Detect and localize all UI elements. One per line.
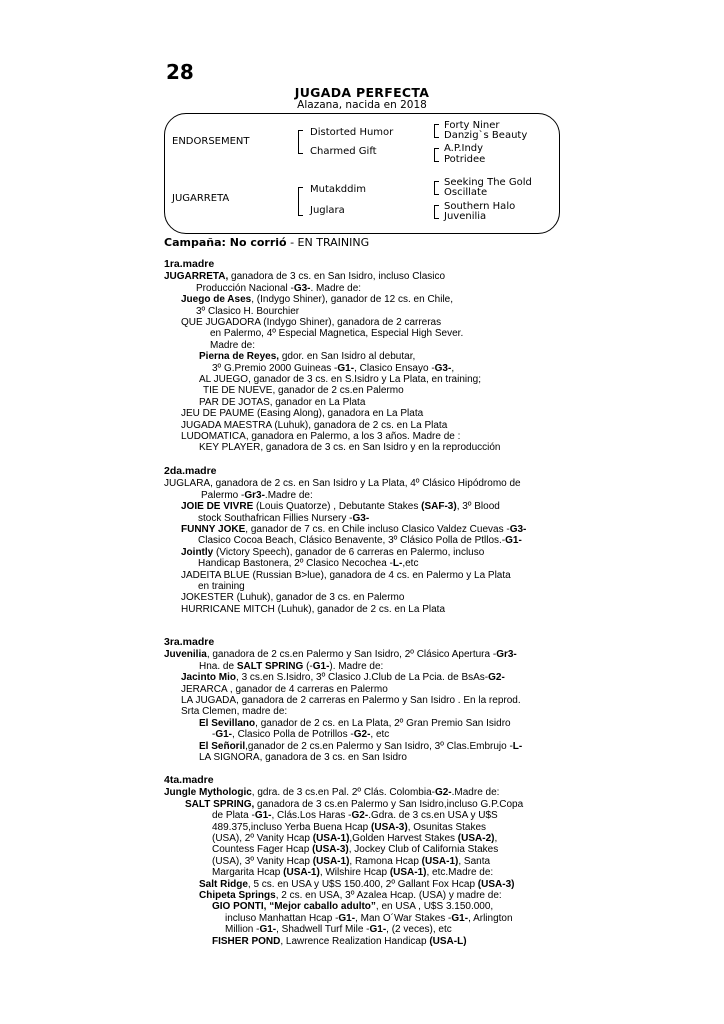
pedigree-line: de Plata -G1-, Clás.Los Haras -G2-.Gdra. de 3 cs.en USA y U$S	[212, 810, 498, 822]
pedigree-line: Hna. de SALT SPRING (-G1-). Madre de:	[199, 660, 384, 672]
pedigree-line: Juego de Ases, (Indygo Shiner), ganador de 12 cs. en Chile,	[181, 294, 454, 306]
pedigree-dam-dam: Juglara	[310, 205, 345, 216]
pedigree-line: JOIE DE VIVRE (Louis Quatorze) , Debutante Stakes (SAF-3), 3º Blood	[181, 501, 500, 513]
pedigree-line: JERARCA , ganador de 4 carreras en Palermo	[181, 683, 388, 695]
pedigree-dam: JUGARRETA	[172, 193, 230, 204]
pedigree-line: Margarita Hcap (USA-1), Wilshire Hcap (USA-1), etc.Madre de:	[212, 867, 494, 879]
pedigree-ggp: Potridee	[444, 154, 486, 165]
pedigree-line: (USA), 3º Vanity Hcap (USA-1), Ramona Hcap (USA-1), Santa	[212, 855, 491, 867]
pedigree-line: Jungle Mythologic, gdra. de 3 cs.en Pal. 2º Clás. Colombia-G2-.Madre de:	[164, 787, 500, 799]
pedigree-ggp: Oscillate	[444, 187, 488, 198]
pedigree-ggp: Danzig`s Beauty	[444, 130, 528, 141]
pedigree-ggp: Seeking The Gold	[444, 177, 532, 188]
pedigree-line: LUDOMATICA, ganadora en Palermo, a los 3 años. Madre de :	[181, 431, 461, 442]
pedigree-line: 3º G.Premio 2000 Guineas -G1-, Clasico Ensayo -G3-,	[212, 362, 455, 374]
campaign-status: Campaña: No corrió - EN TRAINING	[164, 236, 370, 249]
pedigree-line: JUGARRETA, ganadora de 3 cs. en San Isidro, incluso Clasico	[164, 271, 446, 283]
pedigree-line: PAR DE JOTAS, ganador en La Plata	[199, 396, 366, 408]
pedigree-line: (USA), 2º Vanity Hcap (USA-1),Golden Harvest Stakes (USA-2),	[212, 833, 498, 844]
pedigree-line: Countess Fager Hcap (USA-3), Jockey Club of California Stakes	[212, 844, 499, 856]
pedigree-line: SALT SPRING, ganadora de 3 cs.en Palermo y San Isidro,incluso G.P.Copa	[185, 798, 524, 810]
pedigree-ggp: Forty Niner	[444, 120, 500, 131]
pedigree-line: Juvenilia, ganadora de 2 cs.en Palermo y San Isidro, 2º Clásico Apertura -Gr3-	[164, 649, 517, 661]
pedigree-line: TIE DE NUEVE, ganador de 2 cs.en Palermo	[203, 385, 404, 397]
pedigree-sire-dam: Charmed Gift	[310, 146, 377, 157]
bracket	[434, 181, 439, 195]
pedigree-line: LA JUGADA, ganadora de 2 carreras en Palermo y San Isidro . En la reprod.	[181, 695, 521, 706]
pedigree-ggp: Southern Halo	[444, 201, 516, 212]
lot-number: 28	[166, 60, 194, 84]
pedigree-line: FUNNY JOKE, ganador de 7 cs. en Chile incluso Clasico Valdez Cuevas -G3-	[181, 524, 527, 535]
pedigree-line: JOKESTER (Luhuk), ganador de 3 cs. en Palermo	[181, 592, 405, 604]
pedigree-line: LA SIGNORA, ganadora de 3 cs. en San Isidro	[199, 752, 407, 763]
bracket	[434, 148, 439, 162]
section-title: 3ra.madre	[164, 636, 215, 648]
pedigree-line: FISHER POND, Lawrence Realization Handicap (USA-L)	[212, 935, 467, 947]
pedigree-line: GIO PONTI, “Mejor caballo adulto”, en USA , U$S 3.150.000,	[212, 901, 494, 913]
pedigree-line: KEY PLAYER, ganadora de 3 cs. en San Isidro y en la reproducción	[199, 442, 501, 454]
pedigree-line: en training	[198, 581, 245, 592]
pedigree-line: Chipeta Springs, 2 cs. en USA, 3º Azalea Hcap. (USA) y madre de:	[199, 890, 502, 901]
pedigree-line: JUGADA MAESTRA (Luhuk), ganadora de 2 cs. en La Plata	[181, 419, 448, 431]
pedigree-line: Jacinto Mio, 3 cs.en S.Isidro, 3º Clasico J.Club de La Pcia. de BsAs-G2-	[181, 672, 505, 684]
section-title: 4ta.madre	[164, 774, 214, 786]
pedigree-line: en Palermo, 4º Especial Magnetica, Especial High Sever.	[210, 328, 464, 340]
pedigree-line: HURRICANE MITCH (Luhuk), ganador de 2 cs. en La Plata	[181, 603, 445, 615]
pedigree-line: QUE JUGADORA (Indygo Shiner), ganadora de 2 carreras	[181, 317, 442, 328]
pedigree-line: Jointly (Victory Speech), ganador de 6 carreras en Palermo, incluso	[181, 546, 485, 558]
horse-description: Alazana, nacida en 2018	[297, 99, 427, 111]
pedigree-line: AL JUEGO, ganador de 3 cs. en S.Isidro y La Plata, en training;	[199, 374, 482, 385]
bracket	[298, 130, 303, 154]
horse-name: JUGADA PERFECTA	[294, 85, 430, 100]
pedigree-line: El Sevillano, ganador de 2 cs. en La Plata, 2º Gran Premio San Isidro	[199, 717, 511, 729]
pedigree-line: Madre de:	[210, 339, 256, 351]
pedigree-line: Pierna de Reyes, gdor. en San Isidro al debutar,	[199, 351, 416, 363]
pedigree-line: Handicap Bastonera, 2º Clasico Necochea -L-,etc	[198, 558, 419, 570]
pedigree-line: Salt Ridge, 5 cs. en USA y U$S 150.400, 2º Gallant Fox Hcap (USA-3)	[199, 878, 515, 890]
bracket	[434, 205, 439, 219]
pedigree-line: incluso Manhattan Hcap -G1-, Man O´War Stakes -G1-, Arlington	[225, 912, 513, 924]
pedigree-line: JEU DE PAUME (Easing Along), ganadora en La Plata	[181, 408, 424, 420]
pedigree-line: 3º Clasico H. Bourchier	[196, 305, 300, 317]
bracket	[434, 124, 439, 138]
section-title: 1ra.madre	[164, 258, 215, 270]
pedigree-ggp: Juvenilia	[444, 211, 487, 222]
pedigree-line: -G1-, Clasico Polla de Potrillos -G2-, etc	[212, 729, 390, 741]
pedigree-line: Million -G1-, Shadwell Turf Mile -G1-, (2 veces), etc	[225, 924, 452, 936]
pedigree-line: JUGLARA, ganadora de 2 cs. en San Isidro y La Plata, 4º Clásico Hipódromo de	[164, 478, 521, 490]
pedigree-line: Palermo -Gr3-.Madre de:	[201, 489, 313, 501]
pedigree-line: El Señoril,ganador de 2 cs.en Palermo y San Isidro, 3º Clas.Embrujo -L-	[199, 740, 523, 752]
pedigree-line: JADEITA BLUE (Russian B>lue), ganadora de 4 cs. en Palermo y La Plata	[181, 569, 511, 581]
pedigree-line: Srta Clemen, madre de:	[181, 706, 288, 718]
pedigree-sire: ENDORSEMENT	[172, 136, 250, 147]
section-title: 2da.madre	[164, 465, 217, 477]
pedigree-dam-sire: Mutakddim	[310, 184, 367, 195]
pedigree-line: Clasico Cocoa Beach, Clásico Benavente, 3º Clásico Polla de Ptllos.-G1-	[198, 535, 522, 547]
pedigree-line: stock Southafrican Fillies Nursery -G3-	[198, 512, 370, 524]
pedigree-sire-sire: Distorted Humor	[310, 127, 394, 138]
pedigree-line: 489.375,incluso Yerba Buena Hcap (USA-3), Osunitas Stakes	[212, 821, 487, 833]
bracket	[298, 187, 303, 216]
pedigree-ggp: A.P.Indy	[444, 143, 484, 154]
pedigree-line: Producción Nacional -G3-. Madre de:	[196, 282, 362, 294]
